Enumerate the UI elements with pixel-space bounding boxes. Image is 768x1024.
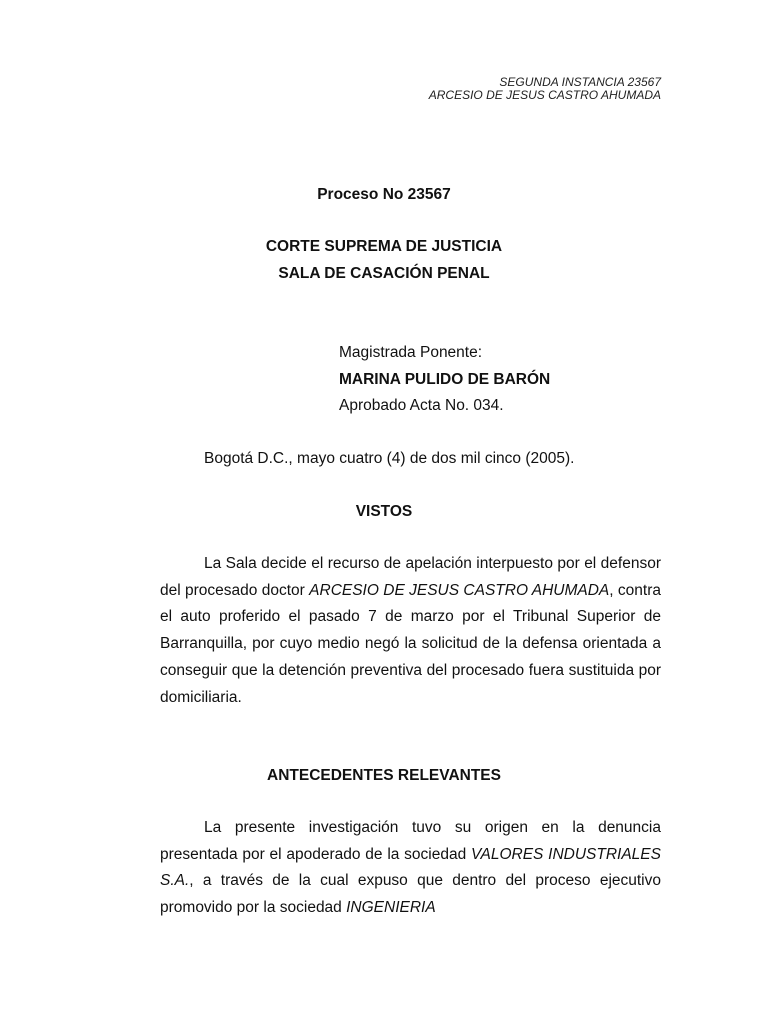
header-case-line: SEGUNDA INSTANCIA 23567 xyxy=(499,75,661,89)
date-line: Bogotá D.C., mayo cuatro (4) de dos mil cinco (2005). xyxy=(204,450,575,467)
proceso-number: Proceso No 23567 xyxy=(317,186,451,203)
acta-line: Aprobado Acta No. 034. xyxy=(339,397,504,414)
running-header xyxy=(429,76,661,102)
chamber-name: SALA DE CASACIÓN PENAL xyxy=(278,265,490,282)
antecedentes-text-start: La presente investigación tuvo su origen en la denuncia presentada por el apoderado de la sociedad xyxy=(160,819,661,863)
magistrate-label: Magistrada Ponente: xyxy=(339,344,483,361)
defendant-name: ARCESIO DE JESUS CASTRO AHUMADA xyxy=(309,581,610,599)
antecedentes-paragraph xyxy=(160,815,661,922)
court-name: CORTE SUPREMA DE JUSTICIA xyxy=(265,238,503,255)
vistos-paragraph xyxy=(160,551,661,711)
company-name: VALORES INDUSTRIALES S.A. xyxy=(160,845,661,890)
vistos-text-end: , contra el auto proferido el pasado 7 de marzo por el Tribunal Superior de Barranquilla, por cuyo medio negó la solicitud de la defensa orientada a conseguir que la detención preventiva del procesado fuera sustituida por domiciliaria. xyxy=(160,581,661,706)
antecedentes-heading: ANTECEDENTES RELEVANTES xyxy=(267,767,501,784)
magistrate-name: MARINA PULIDO DE BARÓN xyxy=(339,370,551,388)
vistos-text-start: La Sala decide el recurso de apelación interpuesto por el defensor del procesado doctor xyxy=(160,555,661,599)
header-name-line: ARCESIO DE JESUS CASTRO AHUMADA xyxy=(428,88,661,102)
magistrate-block xyxy=(339,340,550,420)
company2-name: INGENIERIA xyxy=(346,899,436,917)
vistos-heading: VISTOS xyxy=(355,503,413,520)
antecedentes-text-middle: , a través de la cual expuso que dentro del proceso ejecutivo promovido por la sociedad xyxy=(160,872,661,917)
